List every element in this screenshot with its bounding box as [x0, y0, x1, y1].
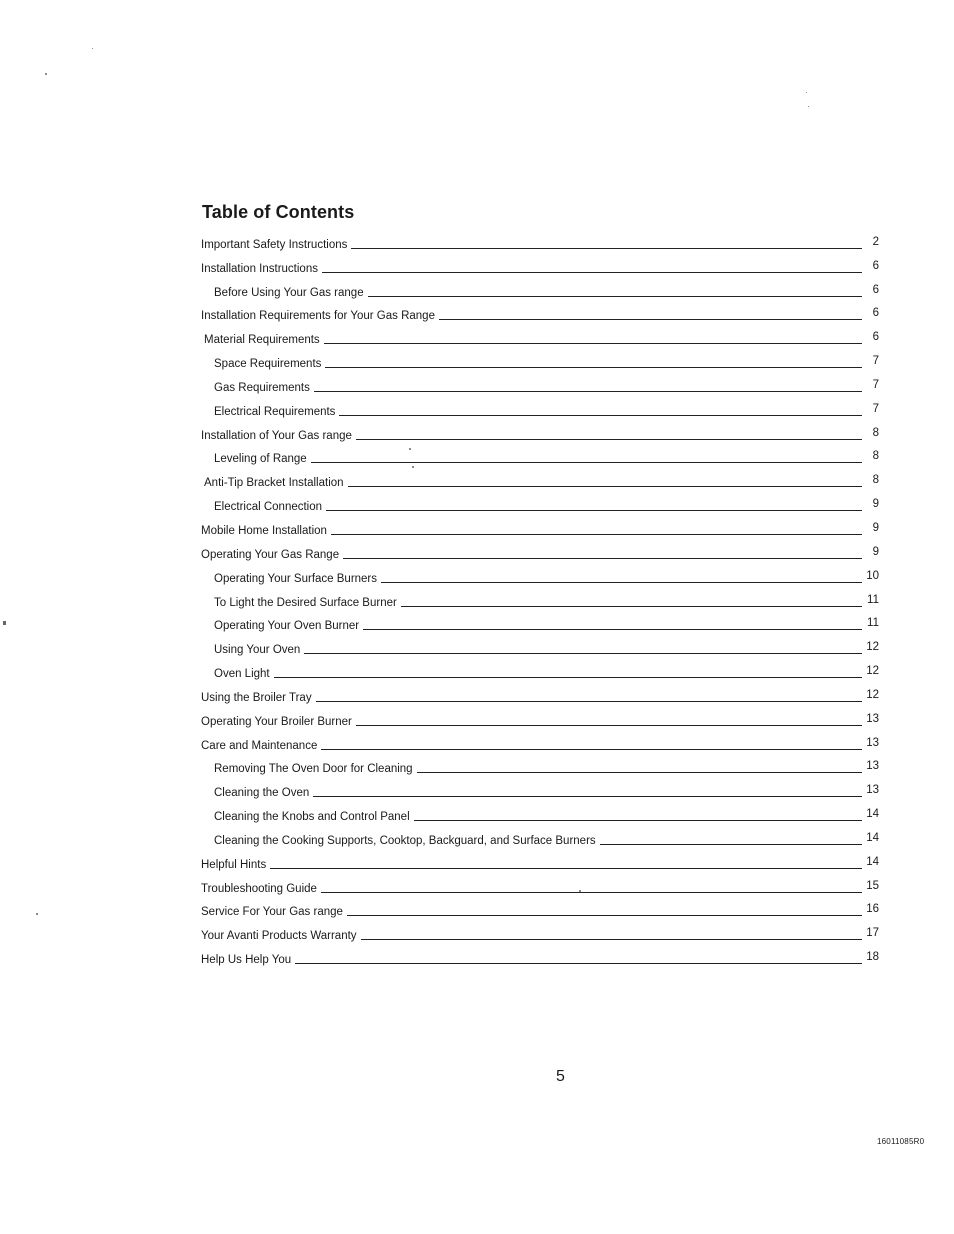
toc-entry-page: 9	[872, 498, 879, 511]
toc-entry	[201, 490, 879, 514]
scan-speck	[409, 448, 411, 450]
toc-leader-line	[351, 248, 862, 249]
toc-entry-page: 6	[872, 259, 879, 272]
toc-entry	[201, 228, 879, 252]
toc-entry-label: Service For Your Gas range	[201, 906, 343, 919]
toc-entry	[201, 514, 879, 538]
toc-leader-line	[295, 963, 862, 964]
toc-entry-page: 15	[866, 879, 879, 892]
toc-entry-label: Mobile Home Installation	[201, 524, 327, 537]
scan-speck	[579, 890, 581, 892]
toc-entry-label: Removing The Oven Door for Cleaning	[214, 763, 413, 776]
toc-entry-page: 12	[866, 688, 879, 701]
toc-leader-line	[270, 868, 862, 869]
toc-entry	[201, 824, 879, 848]
document-code: 16011085R0	[877, 1137, 925, 1146]
toc-entry-page: 6	[872, 283, 879, 296]
toc-entry	[201, 300, 879, 324]
toc-entry-label: Electrical Requirements	[214, 405, 336, 418]
toc-entry-label: Gas Requirements	[214, 381, 310, 394]
toc-entry-label: Operating Your Surface Burners	[214, 572, 378, 585]
toc-leader-line	[274, 677, 862, 678]
toc-entry	[201, 371, 879, 395]
toc-entry	[201, 800, 879, 824]
toc-entry	[201, 753, 879, 777]
toc-entry	[201, 276, 879, 300]
toc-leader-line	[321, 892, 862, 893]
scan-speck	[3, 621, 6, 625]
toc-entry-page: 10	[866, 569, 879, 582]
toc-leader-line	[414, 820, 862, 821]
toc-entry-label: Troubleshooting Guide	[201, 882, 317, 895]
toc-entry	[201, 586, 879, 610]
toc-entry-page: 13	[866, 760, 879, 773]
toc-entry-label: Material Requirements	[204, 334, 320, 347]
toc-entry-page: 13	[866, 784, 879, 797]
toc-entry	[201, 466, 879, 490]
toc-entry	[201, 633, 879, 657]
toc-leader-line	[331, 534, 862, 535]
toc-entry	[201, 395, 879, 419]
toc-entry-page: 13	[866, 736, 879, 749]
toc-entry-label: Using the Broiler Tray	[201, 691, 312, 704]
toc-entry-label: Operating Your Oven Burner	[214, 620, 360, 633]
toc-entry	[201, 848, 879, 872]
toc-entry-label: Anti-Tip Bracket Installation	[204, 477, 344, 490]
toc-entry-label: Installation Instructions	[201, 262, 318, 275]
toc-entry-page: 12	[866, 665, 879, 678]
toc-entry	[201, 943, 879, 967]
toc-entry-label: Oven Light	[214, 668, 270, 681]
toc-leader-line	[347, 915, 862, 916]
toc-entry	[201, 872, 879, 896]
toc-entry	[201, 443, 879, 467]
toc-leader-line	[325, 367, 862, 368]
toc-entry	[201, 657, 879, 681]
toc-entry-label: Installation of Your Gas range	[201, 429, 352, 442]
toc-entry-label: Care and Maintenance	[201, 739, 318, 752]
toc-leader-line	[313, 796, 862, 797]
toc-entry	[201, 538, 879, 562]
toc-entry-page: 8	[872, 426, 879, 439]
toc-entry-page: 18	[866, 951, 879, 964]
toc-entry-page: 14	[866, 808, 879, 821]
toc-entry-label: Cleaning the Cooking Supports, Cooktop, Backguard, and Surface Burners	[214, 834, 596, 847]
toc-entry	[201, 896, 879, 920]
toc-entry	[201, 919, 879, 943]
toc-entry-label: Cleaning the Oven	[214, 787, 310, 800]
toc-entry	[201, 252, 879, 276]
toc-leader-line	[368, 296, 862, 297]
toc-entry-page: 11	[867, 617, 879, 630]
toc-entry-label: Installation Requirements for Your Gas Range	[201, 310, 435, 323]
toc-leader-line	[600, 844, 862, 845]
scan-speck	[412, 466, 414, 468]
toc-entry-page: 14	[866, 831, 879, 844]
toc-leader-line	[326, 510, 862, 511]
toc-leader-line	[324, 343, 862, 344]
toc-leader-line	[417, 772, 862, 773]
toc-entry-label: Operating Your Gas Range	[201, 548, 340, 561]
toc-entry	[201, 562, 879, 586]
toc-leader-line	[356, 439, 862, 440]
toc-entry-page: 7	[872, 378, 879, 391]
toc-leader-line	[348, 486, 862, 487]
toc-entry-label: Operating Your Broiler Burner	[201, 715, 352, 728]
table-of-contents	[201, 228, 879, 967]
toc-entry	[201, 729, 879, 753]
toc-entry-page: 13	[866, 712, 879, 725]
toc-entry-page: 12	[866, 641, 879, 654]
toc-entry-label: Important Safety Instructions	[201, 238, 348, 251]
toc-entry	[201, 610, 879, 634]
toc-leader-line	[343, 558, 862, 559]
toc-entry-label: Electrical Connection	[214, 501, 323, 514]
toc-entry-page: 7	[872, 355, 879, 368]
page-title: Table of Contents	[202, 202, 355, 222]
scan-speck	[36, 913, 38, 915]
toc-entry-label: Cleaning the Knobs and Control Panel	[214, 811, 410, 824]
scan-speck	[808, 106, 809, 107]
toc-entry-label: Before Using Your Gas range	[214, 286, 364, 299]
toc-leader-line	[339, 415, 862, 416]
scan-speck	[806, 92, 807, 93]
toc-entry-page: 2	[872, 235, 879, 248]
scan-speck	[92, 48, 93, 49]
toc-entry-label: Help Us Help You	[201, 954, 292, 967]
toc-entry	[201, 705, 879, 729]
toc-entry-label: Helpful Hints	[201, 858, 267, 871]
toc-leader-line	[322, 272, 862, 273]
scan-speck	[45, 73, 47, 75]
toc-leader-line	[361, 939, 862, 940]
toc-entry-page: 6	[872, 331, 879, 344]
toc-leader-line	[316, 701, 862, 702]
toc-entry-page: 17	[866, 927, 879, 940]
toc-entry-page: 11	[867, 593, 879, 606]
toc-entry	[201, 323, 879, 347]
toc-entry-label: To Light the Desired Surface Burner	[214, 596, 397, 609]
toc-leader-line	[321, 749, 862, 750]
toc-leader-line	[304, 653, 862, 654]
toc-entry-label: Leveling of Range	[214, 453, 307, 466]
toc-leader-line	[314, 391, 862, 392]
page-number: 5	[556, 1068, 565, 1085]
toc-entry-page: 9	[872, 545, 879, 558]
toc-entry-page: 6	[872, 307, 879, 320]
toc-leader-line	[439, 319, 862, 320]
toc-entry-page: 8	[872, 474, 879, 487]
toc-entry-label: Space Requirements	[214, 358, 322, 371]
toc-entry-label: Using Your Oven	[214, 644, 301, 657]
toc-leader-line	[356, 725, 862, 726]
toc-entry	[201, 681, 879, 705]
toc-entry-page: 8	[872, 450, 879, 463]
toc-entry	[201, 776, 879, 800]
toc-leader-line	[363, 629, 862, 630]
toc-leader-line	[401, 606, 862, 607]
toc-entry	[201, 347, 879, 371]
toc-entry	[201, 419, 879, 443]
toc-entry-page: 9	[872, 521, 879, 534]
toc-leader-line	[381, 582, 862, 583]
toc-entry-page: 7	[872, 402, 879, 415]
toc-entry-page: 14	[866, 855, 879, 868]
toc-entry-page: 16	[866, 903, 879, 916]
toc-entry-label: Your Avanti Products Warranty	[201, 930, 357, 943]
toc-leader-line	[311, 462, 862, 463]
